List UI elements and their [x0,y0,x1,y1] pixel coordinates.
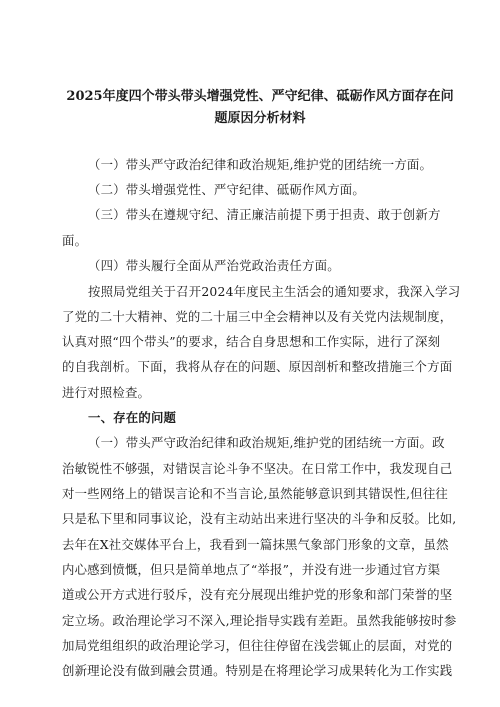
body-line: 治敏锐性不够强，对错误言论斗争不坚决。在日常工作中，我发现自己 [62,461,453,476]
document-title-line-1: 2025年度四个带头带头增强党性、严守纪律、砥砺作风方面存在问 [66,89,454,104]
body-line: （三）带头在遵规守纪、清正廉洁前提下勇于担责、敢于创新方 [88,207,441,222]
body-line: 认真对照“四个带头”的要求，结合自身思想和工作实际，进行了深刻 [62,334,441,349]
body-line: 去年在X社交媒体平台上，我看到一篇抹黑气象部门形象的文章，虽然 [62,537,449,552]
body-line: （一）带头严守政治纪律和政治规矩,维护党的团结统一方面。 [88,157,433,172]
section-heading: 一、存在的问题 [88,410,177,425]
body-line: 的自我剖析。下面，我将从存在的问题、原因剖析和整改措施三个方面 [62,359,453,374]
body-line: 按照局党组关于召开2024年度民主生活会的通知要求，我深入学习 [88,284,461,299]
body-line: （四）带头履行全面从严治党政治责任方面。 [88,258,340,273]
body-line: 面。 [62,233,88,248]
body-line: （一）带头严守政治纪律和政治规矩,维护党的团结统一方面。政 [88,435,445,450]
body-line: 内心感到愤慨，但只是简单地点了“举报”，并没有进一步通过官方渠 [62,562,441,577]
body-line: 只是私下里和同事议论，没有主动站出来进行坚决的斗争和反驳。比如, [62,511,457,526]
body-line: 创新理论没有做到融会贯通。特别是在将理论学习成果转化为工作实践 [62,663,453,678]
body-line: 进行对照检查。 [62,385,151,400]
body-line: 定立场。政治理论学习不深入,理论指导实践有差距。虽然我能够按时参 [62,613,457,628]
body-line: 了党的二十大精神、党的二十届三中全会精神以及有关党内法规制度， [62,309,453,324]
body-line: 道或公开方式进行驳斥，没有充分展现出维护党的形象和部门荣誉的坚 [62,587,453,602]
body-line: （二）带头增强党性、严守纪律、砥砺作风方面。 [88,182,365,197]
body-line: 加局党组组织的政治理论学习，但往往停留在浅尝辄止的层面，对党的 [62,638,453,653]
document-title-line-2: 题原因分析材料 [214,111,306,126]
body-line: 对一些网络上的错误言论和不当言论,虽然能够意识到其错误性,但往往 [62,486,448,501]
